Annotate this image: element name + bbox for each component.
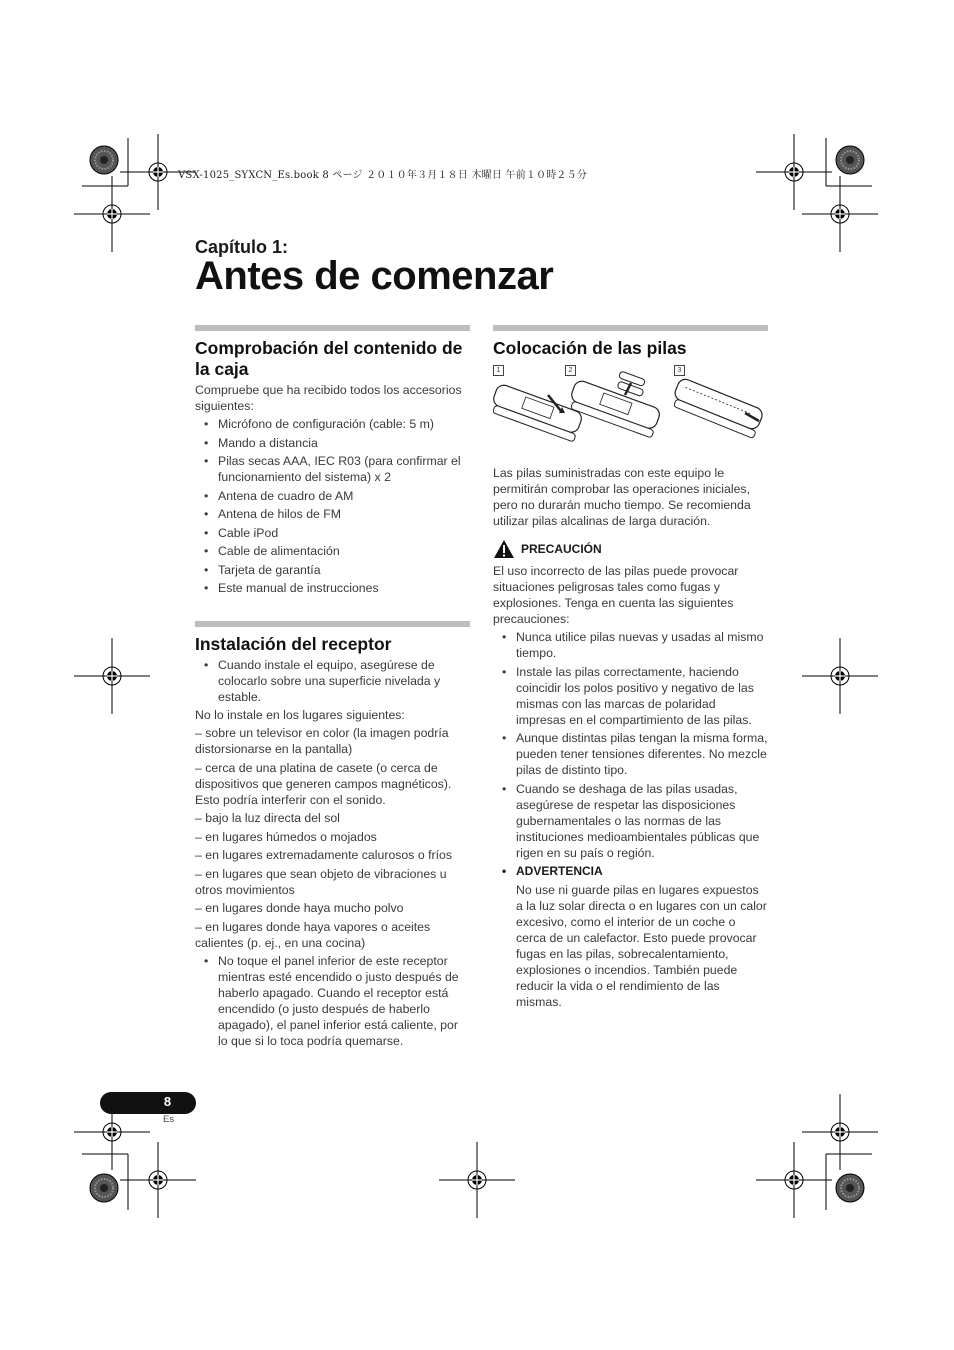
- list-item: • Aunque distintas pilas tengan la misma forma, pueden tener tensiones diferentes. No mezcle pilas de distinto tipo.: [493, 730, 768, 778]
- installation-lead: No lo instale en los lugares siguientes:: [195, 708, 405, 722]
- crosshair-icon: [756, 134, 832, 210]
- list-item: • Antena de cuadro de AM: [195, 488, 470, 504]
- crosshair-icon: [802, 638, 878, 714]
- list-item: • Tarjeta de garantía: [195, 562, 470, 578]
- section-title-box-contents: Comprobación del contenido de la caja: [195, 338, 463, 379]
- list-item: • Cuando se deshaga de las pilas usadas, asegúrese de respetar las disposiciones gubernamentales o las normas de las instituciones medioambientales públicas que rigen en su país o región.: [493, 781, 768, 861]
- chapter-label: Capítulo 1:: [195, 237, 288, 257]
- dash-item: – sobre un televisor en color (la imagen podría distorsionarse en la pantalla): [195, 726, 449, 756]
- list-item: • No toque el panel inferior de este receptor mientras esté encendido o justo después de haberlo apagado. Cuando el receptor está encendido (o justo después de haberlo apagado), el panel inferior está caliente, por lo que si lo toca podría quemarse.: [195, 953, 470, 1049]
- dash-item: – en lugares donde haya mucho polvo: [195, 901, 404, 915]
- box-contents-intro: Compruebe que ha recibido todos los accesorios siguientes:: [195, 383, 462, 413]
- dash-item: – en lugares húmedos o mojados: [195, 829, 377, 844]
- list-item: • Pilas secas AAA, IEC R03 (para confirmar el funcionamiento del sistema) x 2: [195, 453, 470, 485]
- installation-bullets: [195, 657, 470, 705]
- dash-item: – en lugares que sean objeto de vibraciones u otros movimientos: [195, 866, 447, 897]
- accessories-list: [195, 416, 470, 596]
- crosshair-icon: [120, 1142, 196, 1218]
- list-item: • Instale las pilas correctamente, haciendo coincidir los polos positivo y negativo de las mismas con las marcas de polaridad impresas en el compartimiento de las pilas.: [493, 664, 768, 728]
- star-target-icon: [90, 146, 118, 174]
- list-item: • Cable iPod: [195, 525, 470, 541]
- section-bar: [195, 325, 470, 331]
- page-number: 8: [163, 1094, 172, 1109]
- section-title-installation: Instalación del receptor: [195, 633, 392, 654]
- list-item: • Mando a distancia: [195, 435, 470, 451]
- list-item: • Cuando instale el equipo, asegúrese de colocarlo sobre una superficie nivelada y estable.: [195, 657, 470, 705]
- section-bar: [195, 621, 470, 627]
- section-bar: [493, 325, 768, 331]
- installation-bullets-2: [195, 953, 470, 1049]
- list-item: • Cable de alimentación: [195, 543, 470, 559]
- page-language: Es: [163, 1114, 175, 1125]
- right-column: [493, 325, 768, 1010]
- caution-intro: El uso incorrecto de las pilas puede provocar situaciones peligrosas tales como fugas y explosiones. Tenga en cuenta las siguientes precauciones:: [493, 564, 739, 626]
- dash-item: – en lugares extremadamente calurosos o fríos: [195, 848, 453, 862]
- list-item: • Nunca utilice pilas nuevas y usadas al mismo tiempo.: [493, 629, 768, 661]
- crosshair-icon: [74, 176, 150, 252]
- left-column: [195, 325, 470, 1052]
- star-target-icon: [836, 1174, 864, 1202]
- dash-item: – en lugares donde haya vapores o aceites calientes (p. ej., en una cocina): [195, 919, 431, 950]
- crosshair-icon: [439, 1142, 515, 1218]
- warning-label: • ADVERTENCIA: [493, 863, 768, 879]
- batteries-intro: Las pilas suministradas con este equipo le permitirán comprobar las operaciones iniciales, pero no durarán mucho tiempo. Se recomienda utilizar pilas alcalinas de larga duración.: [493, 466, 751, 528]
- star-target-icon: [90, 1174, 118, 1202]
- crosshair-icon: [802, 176, 878, 252]
- section-title-batteries: Colocación de las pilas: [493, 338, 687, 358]
- caution-label: PRECAUCIÓN: [521, 542, 602, 556]
- dash-item: – cerca de una platina de casete (o cerca de dispositivos que generen campos magnéticos). Esto podría interferir con el sonido.: [195, 760, 452, 807]
- figure-step-number: 1: [493, 365, 504, 376]
- figure-step-number: 3: [674, 365, 685, 376]
- battery-insertion-figure: [493, 365, 768, 465]
- list-item: • Antena de hilos de FM: [195, 506, 470, 522]
- star-target-icon: [836, 146, 864, 174]
- caution-list: [493, 629, 768, 861]
- list-item: • Este manual de instrucciones: [195, 580, 470, 596]
- figure-step-number: 2: [565, 365, 576, 376]
- crosshair-icon: [74, 638, 150, 714]
- caution-heading: [493, 539, 768, 559]
- print-file-info: VSX-1025_SYXCN_Es.book 8 ページ ２０１０年３月１８日 木曜日 午前１０時２５分: [178, 170, 588, 181]
- chapter-title: Antes de comenzar: [195, 254, 554, 298]
- warning-text: No use ni guarde pilas en lugares expuestos a la luz solar directa o en lugares con un calor excesivo, como el interior de un coche o cerca de un calefactor. Esto puede provocar fugas en las pilas, sobrecalentamiento, explosiones o incendios. También puede reducir la vida o el rendimiento de las mismas.: [516, 883, 767, 1009]
- remote-battery-illustration: [493, 365, 768, 465]
- crosshair-icon: [802, 1094, 878, 1170]
- dash-item: – bajo la luz directa del sol: [195, 811, 340, 825]
- crosshair-icon: [756, 1142, 832, 1218]
- list-item: • Micrófono de configuración (cable: 5 m): [195, 416, 470, 432]
- warning-triangle-icon: [493, 539, 515, 559]
